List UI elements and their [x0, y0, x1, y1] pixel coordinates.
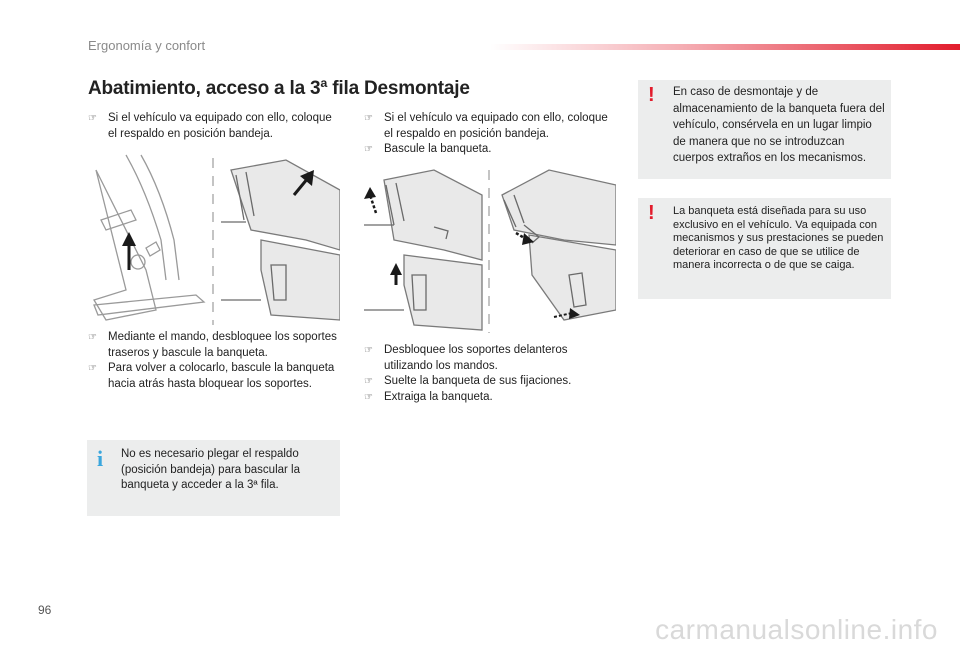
section-header: Ergonomía y confort	[88, 38, 206, 53]
list-item: ☞ Suelte la banqueta de sus fijaciones.	[364, 374, 614, 390]
warning-box-2-text: La banqueta está diseñada para su uso exclusivo en el vehículo. Va equipada con mecanismos y sus prestaciones se pueden deteriorar en caso de que se utilice de manera incorrecta o de que se caiga.	[673, 205, 884, 271]
seat-removal-illustration	[364, 165, 616, 335]
info-box	[87, 440, 340, 516]
list-item: ☞ Si el vehículo va equipado con ello, coloque el respaldo en posición bandeja.	[364, 112, 608, 140]
bullet-marker-icon: ☞	[88, 113, 97, 124]
list-item: ☞ Mediante el mando, desbloquee los soportes traseros y bascule la banqueta.	[88, 331, 337, 359]
exclamation-icon: !	[648, 84, 655, 106]
list-item: ☞ Si el vehículo va equipado con ello, coloque el respaldo en posición bandeja.	[88, 112, 332, 140]
page-number: 96	[38, 603, 52, 617]
middle-bullets-top	[364, 111, 614, 158]
exclamation-icon: !	[648, 202, 655, 224]
left-title: Abatimiento, acceso a la 3ª fila	[88, 78, 359, 99]
list-item: ☞ Extraiga la banqueta.	[364, 390, 614, 406]
bullet-marker-icon: ☞	[364, 113, 373, 124]
bullet-marker-icon: ☞	[364, 391, 373, 403]
left-bullets-bottom	[88, 330, 338, 392]
bullet-marker-icon: ☞	[364, 376, 373, 387]
bullet-marker-icon: ☞	[88, 363, 97, 374]
watermark: carmanualsonline.info	[655, 614, 938, 645]
list-item: ☞ Desbloquee los soportes delanteros utilizando los mandos.	[364, 344, 568, 372]
middle-title: Desmontaje	[364, 78, 470, 99]
warning-box-1	[638, 80, 891, 179]
seat-tilt-illustration	[86, 150, 340, 330]
info-box-text: No es necesario plegar el respaldo (posición bandeja) para bascular la banqueta y acceder a la 3ª fila.	[121, 448, 300, 491]
list-item: ☞ Para volver a colocarlo, bascule la banqueta hacia atrás hasta bloquear los soportes.	[88, 362, 335, 390]
bullet-marker-icon: ☞	[88, 332, 97, 343]
warning-box-1-text: En caso de desmontaje y de almacenamiento de la banqueta fuera del vehículo, consérvela en un lugar limpio de manera que no se introduzcan cuerpos extraños en los mecanismos.	[673, 86, 885, 164]
left-bullets-top	[88, 111, 338, 142]
list-item: ☞ Bascule la banqueta.	[364, 142, 614, 158]
bullet-marker-icon: ☞	[364, 345, 373, 356]
info-icon: i	[97, 446, 104, 471]
warning-box-2	[638, 198, 891, 299]
middle-bullets-bottom	[364, 343, 614, 405]
bullet-marker-icon: ☞	[364, 144, 373, 155]
header-accent-bar	[490, 44, 960, 50]
